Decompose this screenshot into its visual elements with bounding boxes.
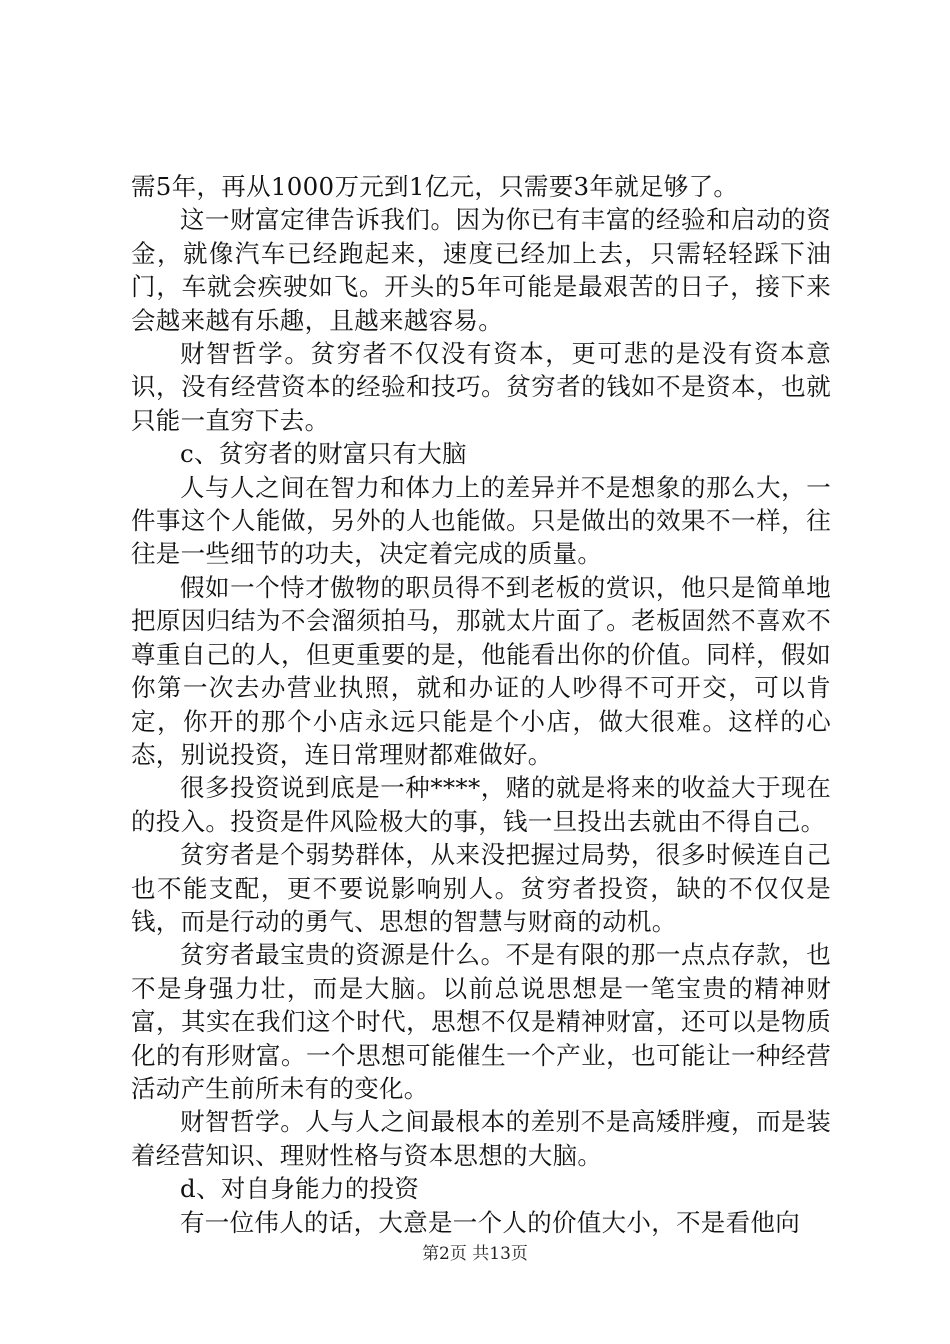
document-body <box>131 170 831 1239</box>
paragraph-investment-risk: 很多投资说到底是一种****，赌的就是将来的收益大于现在的投入。投资是件风险极大的事，钱一旦投出去就由不得自己。 <box>131 773 831 836</box>
page-number-footer: 第2页 共13页 <box>422 1244 528 1264</box>
paragraph-continuation: 需5年，再从1000万元到1亿元，只需要3年就足够了。 <box>131 172 739 201</box>
paragraph-weak-group: 贫穷者是个弱势群体，从来没把握过局势，很多时候连自己也不能支配，更不要说影响别人。贫穷者投资，缺的不仅仅是钱，而是行动的勇气、思想的智慧与财商的动机。 <box>131 840 831 936</box>
paragraph-great-man: 有一位伟人的话，大意是一个人的价值大小，不是看他向 <box>180 1207 800 1237</box>
paragraph-brain-resource: 贫穷者最宝贵的资源是什么。不是有限的那一点点存款，也不是身强力壮，而是大脑。以前总说思想是一笔宝贵的精神财富，其实在我们这个时代，思想不仅是精神财富，还可以是物质化的有形财富。一个思想可能催生一个产业，也可能让一种经营活动产生前所未有的变化。 <box>131 940 831 1103</box>
paragraph-wealth-law: 这一财富定律告诉我们。因为你已有丰富的经验和启动的资金，就像汽车已经跑起来，速度已经加上去，只需轻轻踩下油门，车就会疾驶如飞。开头的5年可能是最艰苦的日子，接下来会越来越有乐趣，且越来越容易。 <box>131 205 831 335</box>
paragraph-philosophy-brain: 财智哲学。人与人之间最根本的差别不是高矮胖瘦，而是装着经营知识、理财性格与资本思想的大脑。 <box>131 1107 831 1170</box>
paragraph-intelligence: 人与人之间在智力和体力上的差异并不是想象的那么大，一件事这个人能做，另外的人也能做。只是做出的效果不一样，往往是一些细节的功夫，决定着完成的质量。 <box>131 472 831 569</box>
paragraph-philosophy-capital: 财智哲学。贫穷者不仅没有资本，更可悲的是没有资本意识，没有经营资本的经验和技巧。贫穷者的钱如不是资本，也就只能一直穷下去。 <box>131 339 831 435</box>
section-heading-d: d、对自身能力的投资 <box>180 1174 420 1204</box>
paragraph-employee: 假如一个恃才傲物的职员得不到老板的赏识，他只是简单地把原因归结为不会溜须拍马，那就太片面了。老板固然不喜欢不尊重自己的人，但更重要的是，他能看出你的价值。同样，假如你第一次去办营业执照，就和办证的人吵得不可开交，可以肯定，你开的那个小店永远只能是个小店，做大很难。这样的心态，别说投资，连日常理财都难做好。 <box>131 572 831 769</box>
section-heading-c: c、贫穷者的财富只有大脑 <box>180 439 467 469</box>
